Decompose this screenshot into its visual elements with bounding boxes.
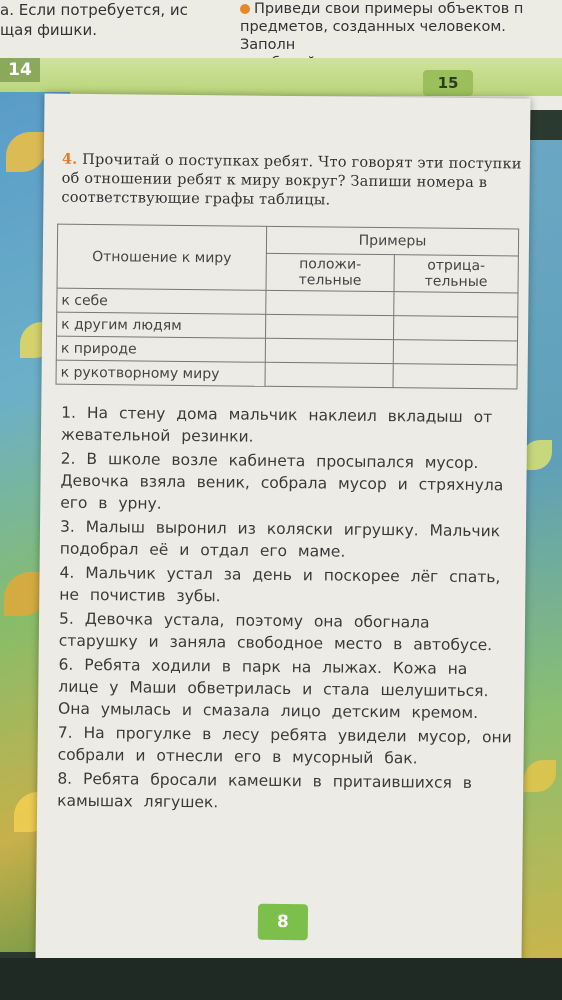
background-right-line: предметов, созданных человеком. Заполн [240,19,506,53]
right-page-number: 15 [423,70,473,96]
list-item: 4. Мальчик устал за день и поскорее лёг спать, не почистив зубы. [59,563,501,606]
negative-cell[interactable] [393,340,517,365]
bottom-strip [0,958,562,1000]
left-page-number: 14 [0,58,40,82]
negative-cell[interactable] [393,364,517,389]
task-text: Прочитай о поступках ребят. Что говорят эти поступки об отношении ребят к миру вокруг? Запиши номера в соответствующие графы таблицы. [61,151,522,209]
positive-cell[interactable] [266,290,394,315]
negative-cell[interactable] [394,292,518,317]
background-green-band [0,58,562,96]
task-instruction [61,150,522,213]
row-label: к рукотворному миру [56,360,265,386]
table-row [56,360,517,389]
header-negative: отрица-тельные [394,255,519,293]
list-item: 5. Девочка устала, поэтому она обогнала старушку и заняла свободное место в автобусе. [58,609,493,655]
list-item: 2. В школе возле кабинета просыпался мусор. Девочка взяла веник, собрала мусор и стряхнула его в урну. [60,449,504,513]
header-positive: положи-тельные [266,253,394,291]
row-label: к другим людям [57,312,266,338]
header-examples: Примеры [266,226,518,256]
orange-bullet-icon [240,4,250,14]
positive-cell[interactable] [265,362,393,387]
list-item: 3. Малыш выронил из коляски игрушку. Мальчик подобрал её и отдал его маме. [59,517,501,561]
list-item: 6. Ребята ходили в парк на лыжах. Кожа на лице у Маши обветрилась и стала шелушиться. Она умылась и смазала лицо детским кремом. [58,655,489,723]
situations-list [57,402,517,819]
background-left-line: а. Если потребуется, ис [0,1,188,19]
positive-cell[interactable] [265,338,393,363]
page-number: 8 [258,904,308,941]
background-left-text [0,0,230,40]
answer-table [55,224,519,390]
list-item: 8. Ребята бросали камешки в притаившихся в камышах лягушек. [57,769,473,812]
negative-cell[interactable] [393,316,517,341]
workbook-page [35,93,530,964]
leaf-icon [524,760,556,792]
row-label: к природе [56,336,265,362]
positive-cell[interactable] [265,314,393,339]
header-attitude: Отношение к миру [57,224,267,290]
leaf-icon [6,132,46,172]
list-item: 7. На прогулке в лесу ребята увидели мусор, они собрали и отнесли его в мусорный бак. [57,723,512,768]
background-left-line: щая фишки. [0,21,97,39]
background-right-line: Приведи свои примеры объектов п [254,1,524,17]
task-number: 4. [61,150,78,168]
list-item: 1. На стену дома мальчик наклеил вкладыш от жевательной резинки. [60,403,493,446]
row-label: к себе [57,288,266,314]
